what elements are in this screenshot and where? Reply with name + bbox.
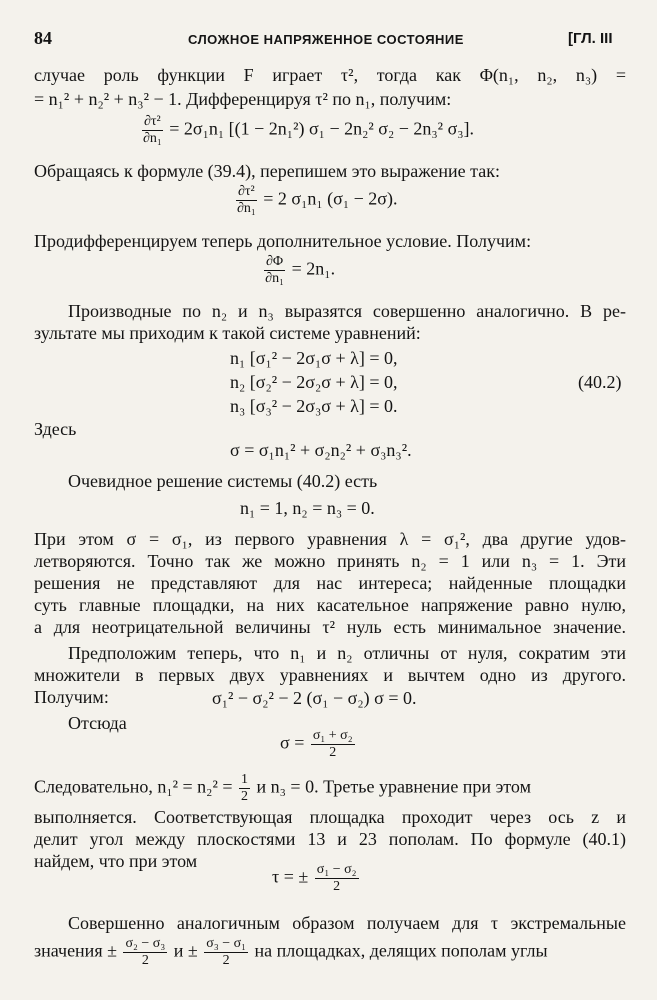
equation-sigma-mean: σ = $\frac{\text{σ₁ + σ₂}}{2}$ <box>280 728 353 760</box>
text-line: Продифференцируем теперь дополнительное условие. Получим: <box>34 231 532 251</box>
equation-tau-extremal: τ = ± $\frac{\text{σ₁ − σ₂}}{2}$ <box>272 862 357 894</box>
equation-difference: σ₁² − σ₂² − 2 (σ₁ − σ₂) σ = 0. <box>212 688 417 708</box>
text-line: выполняется. Соответствующая площадка проходит через ось z и <box>34 807 626 827</box>
text-line: делит угол между плоскостями 13 и 23 пополам. По формуле (40.1) <box>34 829 626 849</box>
equation-sigma: σ = σ₁n₁² + σ₂n₂² + σ₃n₃². <box>230 440 412 460</box>
equation-dtau-dn1: $\frac{\text{∂τ²}}{\text{∂n₁}}$ = 2σ₁n₁ [(1 − 2n₁²) σ₁ − 2n₂² σ₂ − 2n₃² σ₃]. <box>142 114 475 146</box>
system-eq-2: n₂ [σ₂² − 2σ₂σ + λ] = 0, <box>230 372 398 392</box>
text-line: Предположим теперь, что n₁ и n₂ отличны от нуля, сократим эти <box>68 643 626 663</box>
text-line: множители в первых двух уравнениях и вычтем одно из другого. <box>34 665 626 685</box>
text-line: Совершенно аналогичным образом получаем для τ экстремальные <box>68 913 626 933</box>
equation-number: (40.2) <box>578 372 622 392</box>
text-line: Отсюда <box>68 713 127 733</box>
text-line: Получим: <box>34 687 109 707</box>
text-line: Обращаясь к формуле (39.4), перепишем это выражение так: <box>34 161 500 181</box>
equation-trivial-solution: n₁ = 1, n₂ = n₃ = 0. <box>240 498 375 518</box>
system-eq-3: n₃ [σ₃² − 2σ₃σ + λ] = 0. <box>230 396 398 416</box>
text-line: Следовательно, n₁² = n₂² = $\frac{1}{2}$ и n₃ = 0. Третье уравнение при этом <box>34 772 531 804</box>
text-line: суть главные площадки, на них касательное напряжение равно нулю, <box>34 595 626 615</box>
text-line: летворяются. Точно так же можно принять n₂ = 1 или n₃ = 1. Эти <box>34 551 626 571</box>
text-line: Очевидное решение системы (40.2) есть <box>68 471 378 491</box>
text-line: найдем, что при этом <box>34 851 198 871</box>
text-line: При этом σ = σ₁, из первого уравнения λ = σ₁², два другие удов- <box>34 529 626 549</box>
text-line: Производные по n₂ и n₃ выразятся совершенно аналогично. В ре- <box>68 301 626 321</box>
equation-dtau-simplified: $\frac{\text{∂τ²}}{\text{∂n₁}}$ = 2 σ₁n₁ (σ₁ − 2σ). <box>236 184 398 216</box>
text-line: Здесь <box>34 419 77 439</box>
system-eq-1: n₁ [σ₁² − 2σ₁σ + λ] = 0, <box>230 348 398 368</box>
text-line: = n₁² + n₂² + n₃² − 1. Дифференцируя τ² по n₁, получим: <box>34 89 452 109</box>
chapter-label: [ГЛ. III <box>568 30 613 47</box>
running-title: СЛОЖНОЕ НАПРЯЖЕННОЕ СОСТОЯНИЕ <box>188 32 464 47</box>
text-line: случае роль функции F играет τ², тогда как Φ(n₁, n₂, n₃) = <box>34 65 626 85</box>
text-line: а для неотрицательной величины τ² нуль есть минимальное значение. <box>34 617 626 637</box>
text-line: значения ± $\frac{\text{σ₂ − σ₃}}{2}$ и ± $\frac{\text{σ₃ − σ₁}}{2}$ на площадках, делящих пополам углы <box>34 936 548 968</box>
page-number: 84 <box>34 28 52 48</box>
equation-dphi: $\frac{\partial\Phi}{\text{∂n₁}}$ = 2n₁. <box>265 254 336 286</box>
text-line: решения не представляют для нас интереса; найденные площадки <box>34 573 626 593</box>
text-line: зультате мы приходим к такой системе уравнений: <box>34 323 421 343</box>
